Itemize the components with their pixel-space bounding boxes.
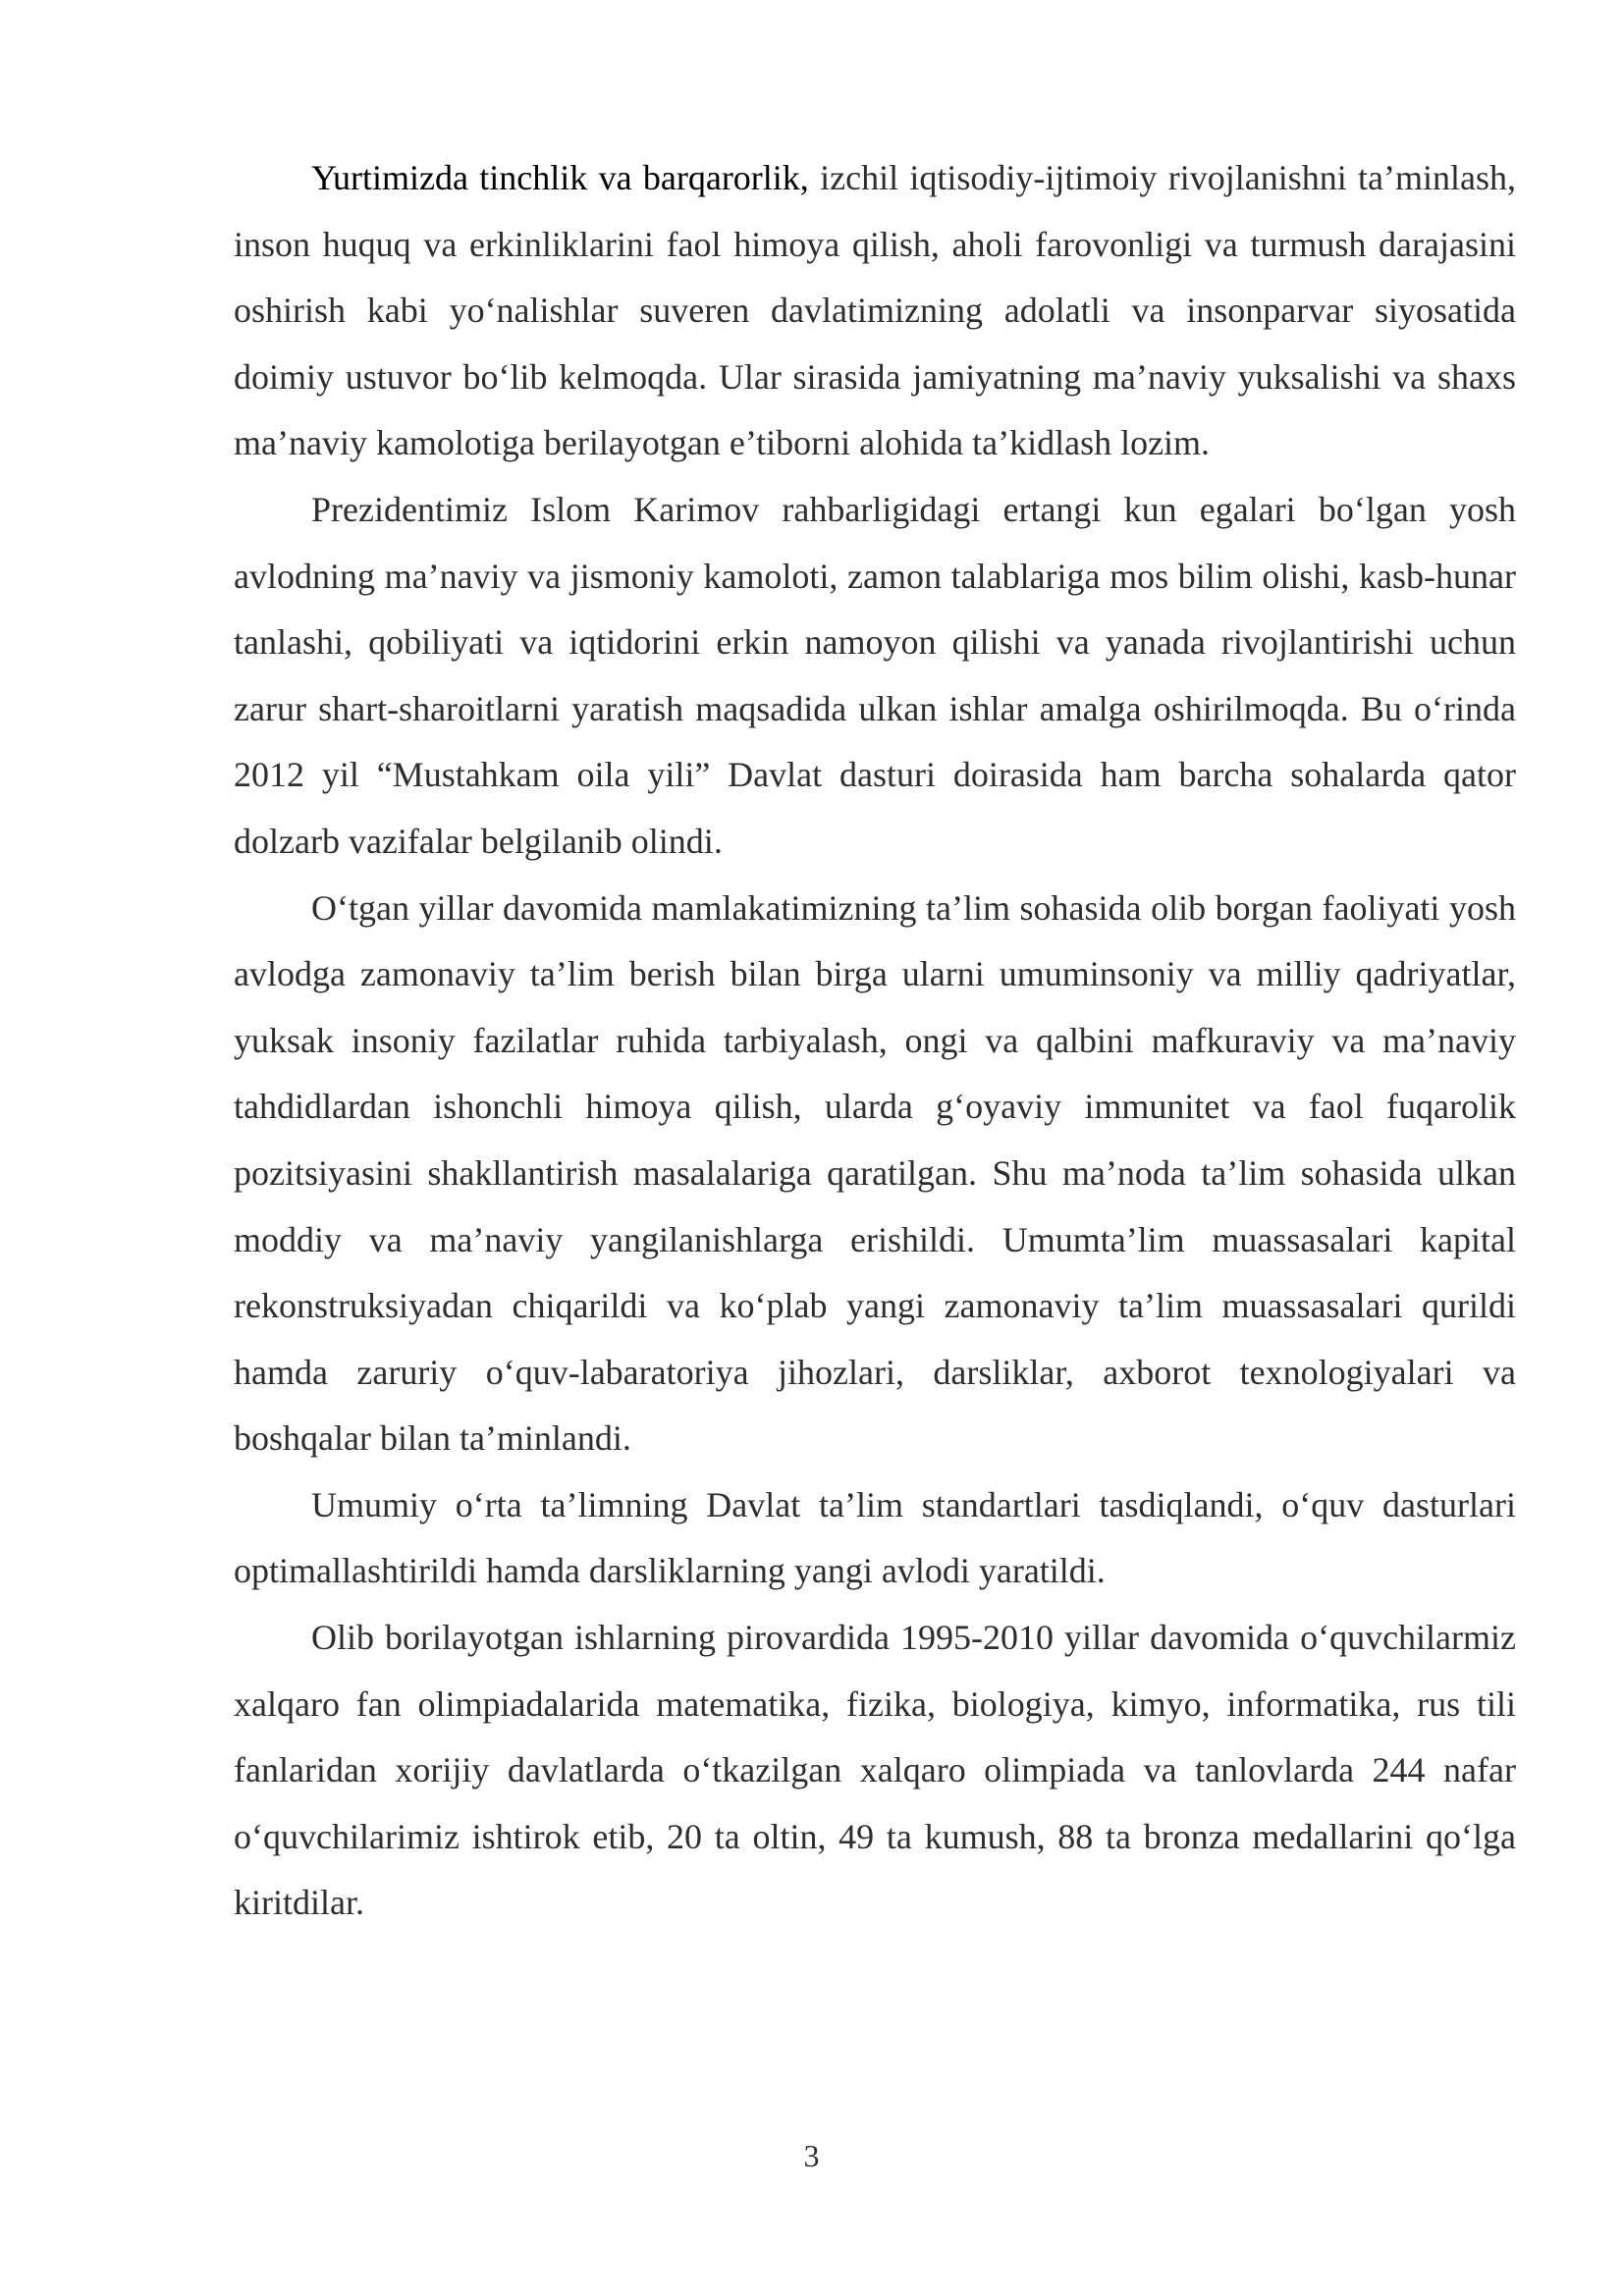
body-text xyxy=(234,145,1516,1937)
page-number: 3 xyxy=(803,2138,820,2173)
paragraph-1-text: izchil iqtisodiy-ijtimoiy rivojlanishni ta’minlash, inson huquq va erkinliklarini faol himoya qilish, aholi farovonligi va turmush darajasini oshirish kabi yo‘nalishlar suveren davlatimizning adolatli va insonparvar siyosatida doimiy ustuvor bo‘lib kelmoqda. Ular sirasida jamiyatning ma’naviy yuksalishi va shaxs ma’naviy kamolotiga berilayotgan e’tiborni alohida ta’kidlash lozim. xyxy=(234,158,1516,463)
paragraph-2: Prezidentimiz Islom Karimov rahbarligidagi ertangi kun egalari bo‘lgan yosh avlodning ma’naviy va jismoniy kamoloti, zamon talablariga mos bilim olishi, kasb-hunar tanlashi, qobiliyati va iqtidorini erkin namoyon qilishi va yanada rivojlantirishi uchun zarur shart-sharoitlarni yaratish maqsadida ulkan ishlar amalga oshirilmoqda. Bu o‘rinda 2012 yil “Mustahkam oila yili” Davlat dasturi doirasida ham barcha sohalarda qator dolzarb vazifalar belgilanib olindi. xyxy=(234,489,1516,861)
paragraph-3: O‘tgan yillar davomida mamlakatimizning ta’lim sohasida olib borgan faoliyati yosh avlodga zamonaviy ta’lim berish bilan birga ularni umuminsoniy va milliy qadriyatlar, yuksak insoniy fazilatlar ruhida tarbiyalash, ongi va qalbini mafkuraviy va ma’naviy tahdidlardan ishonchli himoya qilish, ularda g‘oyaviy immunitet va faol fuqarolik pozitsiyasini shakllantirish masalalariga qaratilgan. Shu ma’noda ta’lim sohasida ulkan moddiy va ma’naviy yangilanishlarga erishildi. Umumta’lim muassasalari kapital rekonstruksiyadan chiqarildi va ko‘plab yangi zamonaviy ta’lim muassasalari qurildi hamda zaruriy o‘quv-labaratoriya jihozlari, darsliklar, axborot texnologiyalari va boshqalar bilan ta’minlandi. xyxy=(234,887,1516,1459)
paragraph-4: Umumiy o‘rta ta’limning Davlat ta’lim standartlari tasdiqlandi, o‘quv dasturlari optimallashtirildi hamda darsliklarning yangi avlodi yaratildi. xyxy=(234,1484,1516,1591)
paragraph-5: Olib borilayotgan ishlarning pirovardida 1995-2010 yillar davomida o‘quvchilarmiz xalqaro fan olimpiadalarida matematika, fizika, biologiya, kimyo, informatika, rus tili fanlaridan xorijiy davlatlarda o‘tkazilgan xalqaro olimpiada va tanlovlarda 244 nafar o‘quvchilarimiz ishtirok etib, 20 ta oltin, 49 ta kumush, 88 ta bronza medallarini qo‘lga kiritdilar. xyxy=(234,1618,1516,1923)
paragraph-1-lead: Yurtimizda tinchlik va barqarorlik, xyxy=(311,158,809,197)
paragraph-1 xyxy=(234,145,1516,477)
